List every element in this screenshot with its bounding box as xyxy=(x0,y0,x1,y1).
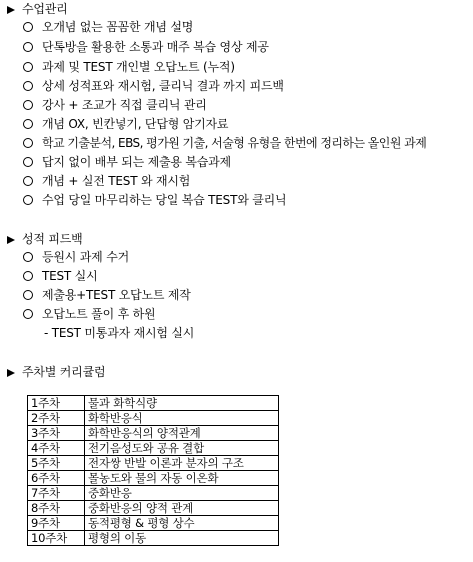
list-item-text: 등원시 과제 수거 xyxy=(42,250,129,264)
circle-bullet-icon xyxy=(23,100,33,110)
topic-cell: 동적평형 & 평형 상수 xyxy=(85,516,279,531)
section-heading-grade-feedback xyxy=(7,230,83,248)
list-item-text: 단톡방을 활용한 소통과 매주 복습 영상 제공 xyxy=(42,40,269,54)
list-item xyxy=(23,58,235,77)
list-item xyxy=(23,134,426,153)
list-item xyxy=(23,286,191,305)
topic-cell: 물과 화학식량 xyxy=(85,396,279,411)
list-item-text: 개념 + 실전 TEST 와 재시험 xyxy=(42,174,191,188)
week-cell: 8주차 xyxy=(28,501,85,516)
section-title: 수업관리 xyxy=(22,2,68,16)
list-item xyxy=(23,77,284,96)
table-row xyxy=(28,516,279,531)
circle-bullet-icon xyxy=(23,176,33,186)
circle-bullet-icon xyxy=(23,42,33,52)
table-row xyxy=(28,471,279,486)
list-item-text: 학교 기출분석, EBS, 평가원 기출, 서술형 유형을 한번에 정리하는 올인원 과제 xyxy=(42,136,427,150)
circle-bullet-icon xyxy=(23,119,33,129)
list-item-text: 개념 OX, 빈칸넣기, 단답형 암기자료 xyxy=(42,117,229,131)
table-row xyxy=(28,486,279,501)
table-row xyxy=(28,441,279,456)
curriculum-table xyxy=(27,395,279,546)
circle-bullet-icon xyxy=(23,81,33,91)
circle-bullet-icon xyxy=(23,252,33,262)
circle-bullet-icon xyxy=(23,271,33,281)
list-item-text: 오개념 없는 꼼꼼한 개념 설명 xyxy=(42,20,194,34)
circle-bullet-icon xyxy=(23,22,33,32)
table-row xyxy=(28,531,279,546)
topic-cell: 전기음성도와 공유 결합 xyxy=(85,441,279,456)
topic-cell: 중화반응의 양적 관계 xyxy=(85,501,279,516)
week-cell: 9주차 xyxy=(28,516,85,531)
list-item-text: 오답노트 풀이 후 하원 xyxy=(42,307,156,321)
section-title: 성적 피드백 xyxy=(22,232,83,246)
triangle-bullet-icon xyxy=(7,369,15,377)
topic-cell: 화학반응식 xyxy=(85,411,279,426)
list-item xyxy=(23,248,129,267)
circle-bullet-icon xyxy=(23,62,33,72)
table-row xyxy=(28,456,279,471)
list-item-text: 제출용+TEST 오답노트 제작 xyxy=(42,288,191,302)
week-cell: 1주차 xyxy=(28,396,85,411)
table-row xyxy=(28,426,279,441)
list-item xyxy=(23,191,286,210)
week-cell: 4주차 xyxy=(28,441,85,456)
circle-bullet-icon xyxy=(23,309,33,319)
list-item-text: 강사 + 조교가 직접 클리닉 관리 xyxy=(42,98,207,112)
list-item xyxy=(23,38,269,57)
list-item xyxy=(23,172,190,191)
circle-bullet-icon xyxy=(23,290,33,300)
sub-list-item: - TEST 미통과자 재시험 실시 xyxy=(44,326,195,340)
triangle-bullet-icon xyxy=(7,6,15,14)
week-cell: 7주차 xyxy=(28,486,85,501)
week-cell: 6주차 xyxy=(28,471,85,486)
list-item xyxy=(23,305,155,324)
table-row xyxy=(28,396,279,411)
topic-cell: 전자쌍 반발 이론과 분자의 구조 xyxy=(85,456,279,471)
table-row xyxy=(28,501,279,516)
week-cell: 3주차 xyxy=(28,426,85,441)
topic-cell: 화학반응식의 양적관계 xyxy=(85,426,279,441)
list-item-text: TEST 실시 xyxy=(42,269,98,283)
section-title: 주차별 커리큘럼 xyxy=(22,365,106,379)
list-item-text: 수업 당일 마무리하는 당일 복습 TEST와 클리닉 xyxy=(42,193,287,207)
list-item-text: 과제 및 TEST 개인별 오답노트 (누적) xyxy=(42,60,235,74)
topic-cell: 몰농도와 물의 자동 이온화 xyxy=(85,471,279,486)
list-item xyxy=(23,96,207,115)
list-item xyxy=(23,18,193,37)
circle-bullet-icon xyxy=(23,157,33,167)
list-item xyxy=(23,267,97,286)
table-row xyxy=(28,411,279,426)
list-item-text: 답지 없이 배부 되는 제출용 복습과제 xyxy=(42,155,231,169)
list-item xyxy=(23,153,231,172)
week-cell: 2주차 xyxy=(28,411,85,426)
list-item xyxy=(23,115,228,134)
circle-bullet-icon xyxy=(23,138,33,148)
section-heading-weekly-curriculum xyxy=(7,363,105,381)
circle-bullet-icon xyxy=(23,195,33,205)
triangle-bullet-icon xyxy=(7,236,15,244)
week-cell: 5주차 xyxy=(28,456,85,471)
section-heading-class-management xyxy=(7,0,68,18)
topic-cell: 중화반응 xyxy=(85,486,279,501)
topic-cell: 평형의 이동 xyxy=(85,531,279,546)
week-cell: 10주차 xyxy=(28,531,85,546)
list-item-text: 상세 성적표와 재시험, 클리닉 결과 까지 피드백 xyxy=(42,79,284,93)
